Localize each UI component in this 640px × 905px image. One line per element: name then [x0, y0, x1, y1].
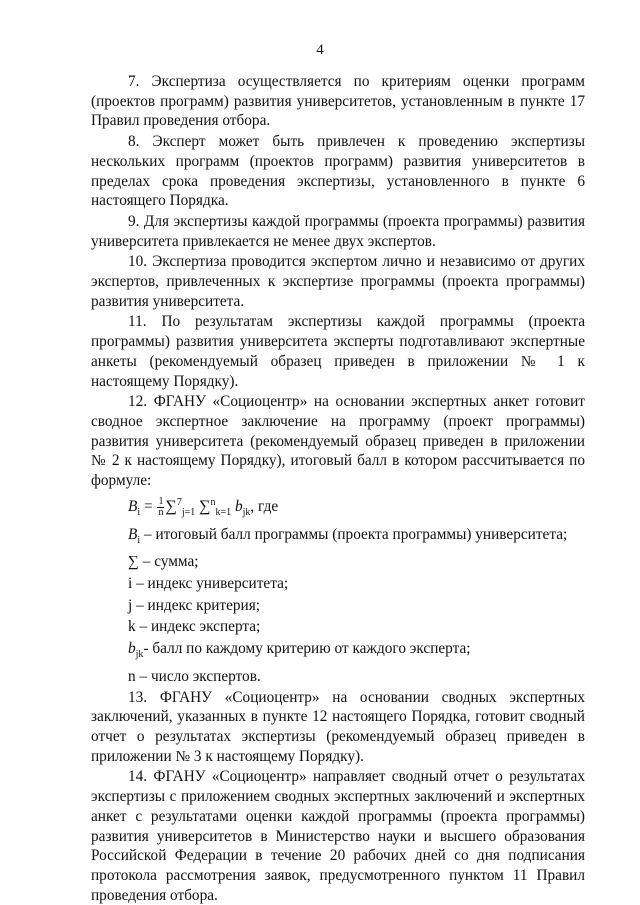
sum-1-upper: 7 [176, 496, 182, 508]
definition-text: – индекс эксперта; [135, 618, 261, 636]
fraction-numerator: 1 [158, 495, 164, 507]
definition-symbol-sub: i [137, 534, 141, 546]
definition-n [128, 667, 585, 687]
definition-symbol: b [128, 640, 136, 658]
definition-symbol: n [128, 667, 136, 685]
definition-text: – итоговый балл программы (проекта программы) университета; [140, 525, 568, 543]
definition-text: - балл по каждому критерию от каждого эксперта; [143, 640, 471, 658]
document-body [91, 72, 585, 905]
sum-symbol-1: ∑ [165, 497, 177, 515]
paragraph-12: 12. ФГАНУ «Социоцентр» на основании экспертных анкет готовит сводное экспертное заключение на программу (проект программы) развития университета (рекомендуемый образец приведен в приложении № 2 к настоящему Порядку), итоговый балл в котором рассчитывается по формуле: [91, 393, 585, 490]
definition-symbol: k [128, 618, 136, 636]
sum-symbol-2: ∑ [199, 497, 211, 515]
score-formula [128, 493, 585, 523]
paragraph-11: 11. По результатам экспертизы каждой программы (проекта программы) развития университета эксперты подготавливают экспертные анкеты (рекомендуемый образец приведен в приложении № 1 к настоящему Порядку). [91, 313, 585, 390]
paragraph-10: 10. Экспертиза проводится экспертом лично и независимо от других экспертов, привлеченных к экспертизе программы (проекта программы) развития университета. [91, 253, 585, 310]
sum-1-lower: j=1 [181, 506, 196, 518]
sum-2-lower: k=1 [215, 506, 232, 518]
definition-symbol: ∑ [128, 553, 139, 571]
paragraph-7: 7. Экспертиза осуществляется по критериям оценки программ (проектов программ) развития университетов, установленным в пункте 17 Правил проведения отбора. [91, 73, 585, 130]
sum-2-upper: n [210, 496, 216, 508]
definition-symbol: B [128, 525, 138, 543]
fraction-denominator: n [158, 506, 164, 518]
formula-term: b [234, 497, 243, 515]
formula-lhs: B [128, 497, 138, 515]
page-number: 4 [316, 42, 324, 58]
definition-sum [128, 552, 585, 572]
formula-lhs-sub: i [137, 506, 141, 518]
definition-j [128, 596, 585, 616]
definition-bjk [128, 639, 585, 665]
definition-symbol: j [128, 596, 133, 614]
paragraph-9: 9. Для экспертизы каждой программы (проекта программы) развития университета привлекается не менее двух экспертов. [91, 212, 585, 250]
paragraph-8: 8. Эксперт может быть привлечен к проведению экспертизы нескольких программ (проектов программ) развития университетов в пределах срока проведения экспертизы, установленного в пункте 6 настоящего Порядка. [91, 133, 585, 210]
definition-bi [128, 525, 585, 551]
definition-symbol-sub: jk [135, 649, 144, 661]
definition-text: – число экспертов. [135, 667, 261, 685]
definition-i [128, 574, 585, 594]
definition-text: – сумма; [138, 553, 199, 571]
paragraph-13: 13. ФГАНУ «Социоцентр» на основании сводных экспертных заключений, указанных в пункте 12 настоящего Порядка, готовит сводный отчет о результатах экспертизы (рекомендуемый образец приведен в приложении № 3 к настоящему Порядку). [91, 688, 585, 765]
paragraph-14: 14. ФГАНУ «Социоцентр» направляет сводный отчет о результатах экспертизы с приложением сводных экспертных заключений и экспертных анкет с результатами оценки каждой программы (проекта программы) развития университетов в Министерство науки и высшего образования Российской Федерации в течение 20 рабочих дней со дня подписания протокола рассмотрения заявок, предусмотренного пунктом 11 Правил проведения отбора. [91, 768, 585, 904]
formula-eq: = [143, 497, 153, 515]
definition-symbol: i [128, 575, 133, 593]
definition-text: – индекс критерия; [132, 596, 261, 614]
definition-text: – индекс университета; [132, 575, 289, 593]
formula-fraction [157, 497, 164, 518]
formula-suffix: , где [250, 497, 279, 515]
formula-term-sub: jk [242, 506, 251, 518]
definition-k [128, 617, 585, 637]
